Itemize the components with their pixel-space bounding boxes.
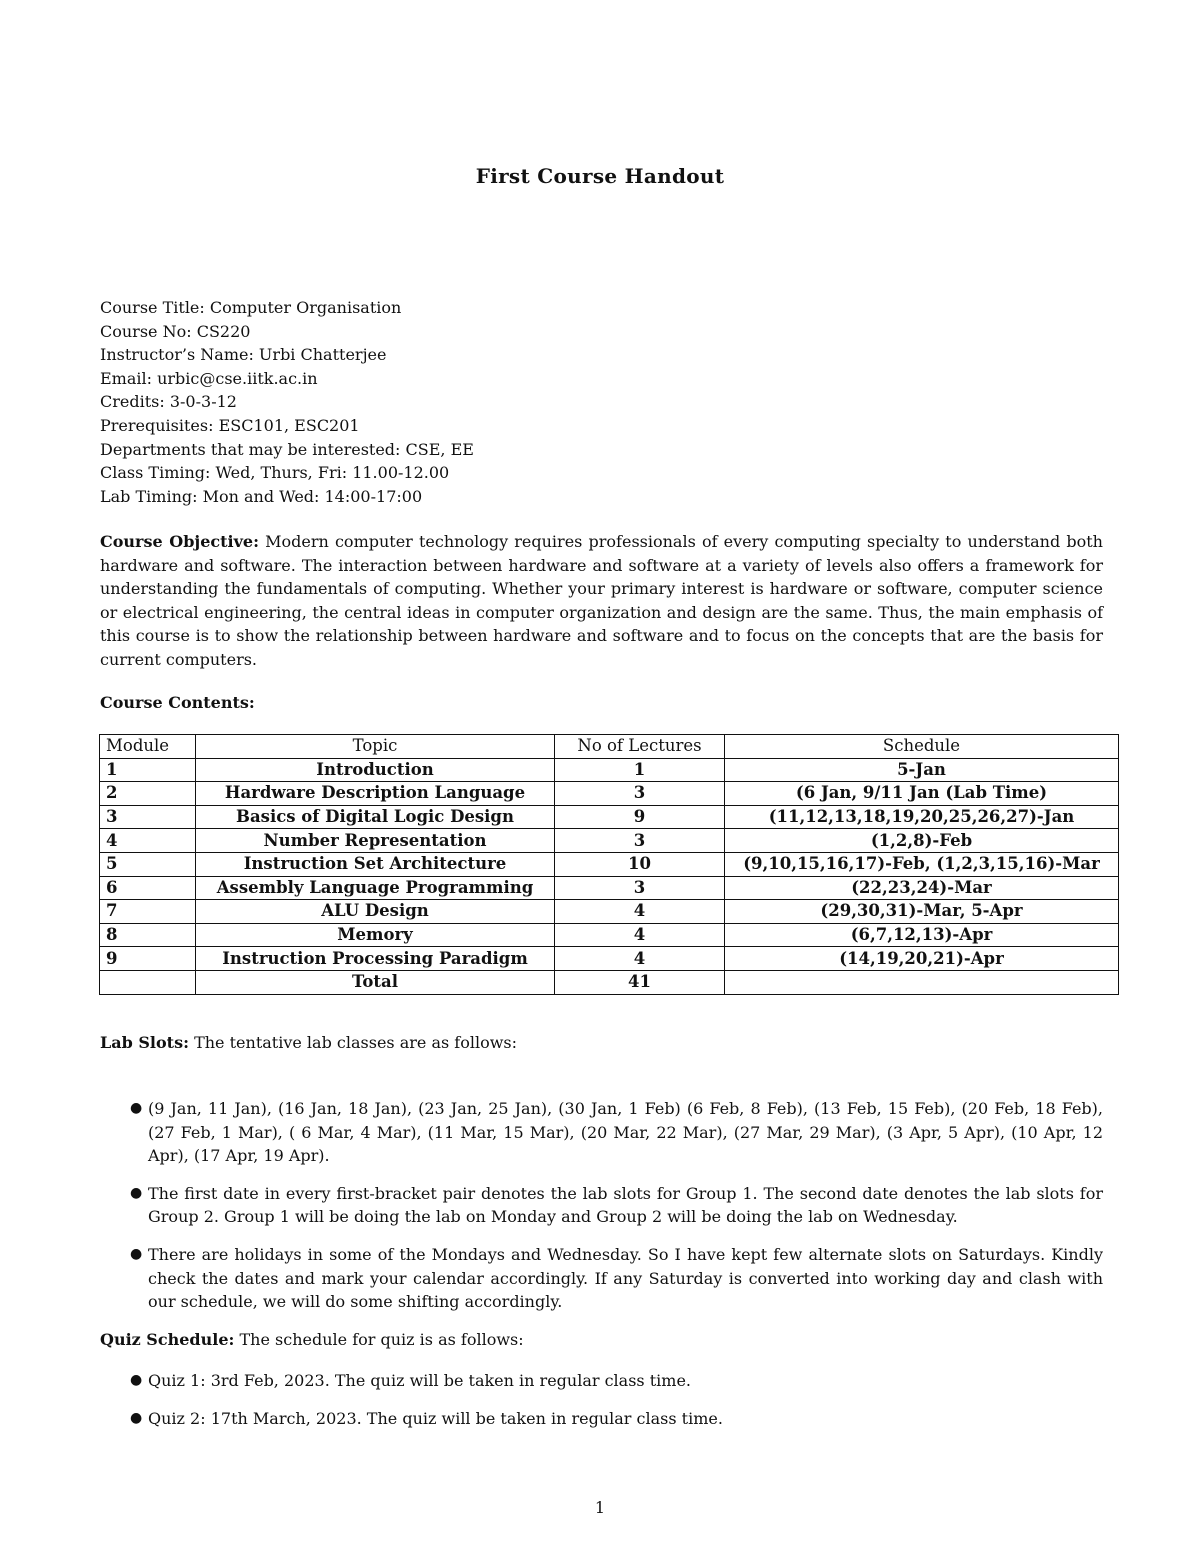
cell-topic: Introduction bbox=[196, 758, 555, 782]
email-line: Email: urbic@cse.iitk.ac.in bbox=[100, 368, 318, 388]
cell-lectures: 4 bbox=[555, 923, 725, 947]
lab-slots-intro: The tentative lab classes are as follows: bbox=[194, 1033, 518, 1052]
cell-schedule: (29,30,31)-Mar, 5-Apr bbox=[725, 900, 1119, 924]
lab-slots-paragraph bbox=[100, 1033, 517, 1052]
course-contents-table bbox=[99, 734, 1119, 995]
table-row bbox=[100, 900, 1119, 924]
cell-schedule: (6 Jan, 9/11 Jan (Lab Time) bbox=[725, 782, 1119, 806]
cell-topic: Memory bbox=[196, 923, 555, 947]
quiz-schedule-intro: The schedule for quiz is as follows: bbox=[239, 1330, 524, 1349]
header-lectures: No of Lectures bbox=[555, 735, 725, 759]
course-number-line: Course No: CS220 bbox=[100, 321, 251, 341]
cell-topic: Basics of Digital Logic Design bbox=[196, 805, 555, 829]
cell-topic: Instruction Set Architecture bbox=[196, 852, 555, 876]
table-header-row bbox=[100, 735, 1119, 759]
header-module: Module bbox=[100, 735, 196, 759]
header-topic: Topic bbox=[196, 735, 555, 759]
cell-module: 6 bbox=[100, 876, 196, 900]
table-row bbox=[100, 876, 1119, 900]
cell-module: 3 bbox=[100, 805, 196, 829]
cell-schedule: (1,2,8)-Feb bbox=[725, 829, 1119, 853]
document-title: First Course Handout bbox=[475, 164, 725, 188]
bullet-icon: ● bbox=[130, 1245, 143, 1262]
cell-module: 4 bbox=[100, 829, 196, 853]
course-objective-paragraph bbox=[100, 530, 1103, 672]
lab-slots-list bbox=[100, 1097, 1103, 1328]
cell-topic: Number Representation bbox=[196, 829, 555, 853]
cell-module: 8 bbox=[100, 923, 196, 947]
course-title-line: Course Title: Computer Organisation bbox=[100, 298, 402, 317]
course-objective-text: Modern computer technology requires professionals of every computing specialty to understand both hardware and software. The interaction between hardware and software at a variety of levels also offers a framework for understanding the fundamentals of computing. Whether your primary interest is hardware or software, computer science or electrical engineering, the central ideas in computer organization and design are the same. Thus, the main emphasis of this course is to show the relationship between hardware and software and to focus on the concepts that are the basis for current computers. bbox=[100, 532, 1103, 669]
list-item bbox=[100, 1182, 1103, 1229]
course-objective-label: Course Objective: bbox=[100, 532, 259, 551]
cell-module: 2 bbox=[100, 782, 196, 806]
cell-lectures: 1 bbox=[555, 758, 725, 782]
bullet-icon: ● bbox=[130, 1409, 143, 1426]
cell-topic: Instruction Processing Paradigm bbox=[196, 947, 555, 971]
cell-module: 9 bbox=[100, 947, 196, 971]
course-contents-heading: Course Contents: bbox=[100, 693, 255, 712]
cell-topic: Assembly Language Programming bbox=[196, 876, 555, 900]
class-timing-line: Class Timing: Wed, Thurs, Fri: 11.00-12.00 bbox=[100, 463, 450, 483]
quiz-schedule-label: Quiz Schedule: bbox=[100, 1330, 235, 1349]
cell-topic: Hardware Description Language bbox=[196, 782, 555, 806]
cell-total-lectures: 41 bbox=[555, 970, 725, 994]
list-item-text: Quiz 2: 17th March, 2023. The quiz will be taken in regular class time. bbox=[148, 1408, 723, 1428]
bullet-icon: ● bbox=[130, 1372, 143, 1388]
lab-slots-label: Lab Slots: bbox=[100, 1033, 189, 1052]
table-row bbox=[100, 947, 1119, 971]
credits-line: Credits: 3-0-3-12 bbox=[100, 392, 237, 412]
cell-topic: ALU Design bbox=[196, 900, 555, 924]
cell-schedule: (6,7,12,13)-Apr bbox=[725, 923, 1119, 947]
bullet-icon: ● bbox=[130, 1184, 143, 1201]
cell-module: 5 bbox=[100, 852, 196, 876]
cell-module bbox=[100, 970, 196, 994]
table-row bbox=[100, 829, 1119, 853]
cell-lectures: 9 bbox=[555, 805, 725, 829]
cell-schedule: (22,23,24)-Mar bbox=[725, 876, 1119, 900]
table-row bbox=[100, 852, 1119, 876]
course-info-block bbox=[100, 296, 1100, 508]
prerequisites-line: Prerequisites: ESC101, ESC201 bbox=[100, 415, 360, 435]
cell-lectures: 3 bbox=[555, 876, 725, 900]
list-item-text: The first date in every first-bracket pair denotes the lab slots for Group 1. The second date denotes the lab slots for Group 2. Group 1 will be doing the lab on Monday and Group 2 will be doing the lab on Wednesday. bbox=[148, 1183, 1103, 1227]
cell-lectures: 4 bbox=[555, 900, 725, 924]
cell-lectures: 3 bbox=[555, 829, 725, 853]
page-number: 1 bbox=[594, 1498, 606, 1517]
cell-schedule: (11,12,13,18,19,20,25,26,27)-Jan bbox=[725, 805, 1119, 829]
departments-line: Departments that may be interested: CSE, EE bbox=[100, 439, 474, 459]
cell-schedule: 5-Jan bbox=[725, 758, 1119, 782]
table-row bbox=[100, 923, 1119, 947]
header-schedule: Schedule bbox=[725, 735, 1119, 759]
cell-lectures: 3 bbox=[555, 782, 725, 806]
list-item-text: Quiz 1: 3rd Feb, 2023. The quiz will be taken in regular class time. bbox=[148, 1371, 691, 1390]
table-total-row bbox=[100, 970, 1119, 994]
cell-lectures: 10 bbox=[555, 852, 725, 876]
cell-lectures: 4 bbox=[555, 947, 725, 971]
list-item bbox=[100, 1243, 1103, 1314]
table-row bbox=[100, 758, 1119, 782]
list-item bbox=[100, 1369, 1103, 1393]
list-item bbox=[100, 1097, 1103, 1168]
cell-schedule: (9,10,15,16,17)-Feb, (1,2,3,15,16)-Mar bbox=[725, 852, 1119, 876]
quiz-schedule-paragraph bbox=[100, 1330, 524, 1349]
quiz-schedule-list bbox=[100, 1369, 1103, 1444]
list-item-text: (9 Jan, 11 Jan), (16 Jan, 18 Jan), (23 Jan, 25 Jan), (30 Jan, 1 Feb) (6 Feb, 8 Feb), (13 Feb, 15 Feb), (20 Feb, 18 Feb), (27 Feb, 1 Mar), ( 6 Mar, 4 Mar), (11 Mar, 15 Mar), (20 Mar, 22 Mar), (27 Mar, 29 Mar), (3 Apr, 5 Apr), (10 Apr, 12 Apr), (17 Apr, 19 Apr). bbox=[148, 1099, 1103, 1166]
cell-module: 1 bbox=[100, 758, 196, 782]
list-item bbox=[100, 1407, 1103, 1431]
cell-module: 7 bbox=[100, 900, 196, 924]
cell-schedule bbox=[725, 970, 1119, 994]
list-item-text: There are holidays in some of the Mondays and Wednesday. So I have kept few alternate slots on Saturdays. Kindly check the dates and mark your calendar accordingly. If any Saturday is converted into working day and clash with our schedule, we will do some shifting accordingly. bbox=[148, 1244, 1103, 1312]
table-row bbox=[100, 805, 1119, 829]
cell-total-label: Total bbox=[196, 970, 555, 994]
bullet-icon: ● bbox=[130, 1100, 143, 1116]
instructor-line: Instructor’s Name: Urbi Chatterjee bbox=[100, 345, 387, 365]
cell-schedule: (14,19,20,21)-Apr bbox=[725, 947, 1119, 971]
lab-timing-line: Lab Timing: Mon and Wed: 14:00-17:00 bbox=[100, 486, 423, 506]
table-row bbox=[100, 782, 1119, 806]
